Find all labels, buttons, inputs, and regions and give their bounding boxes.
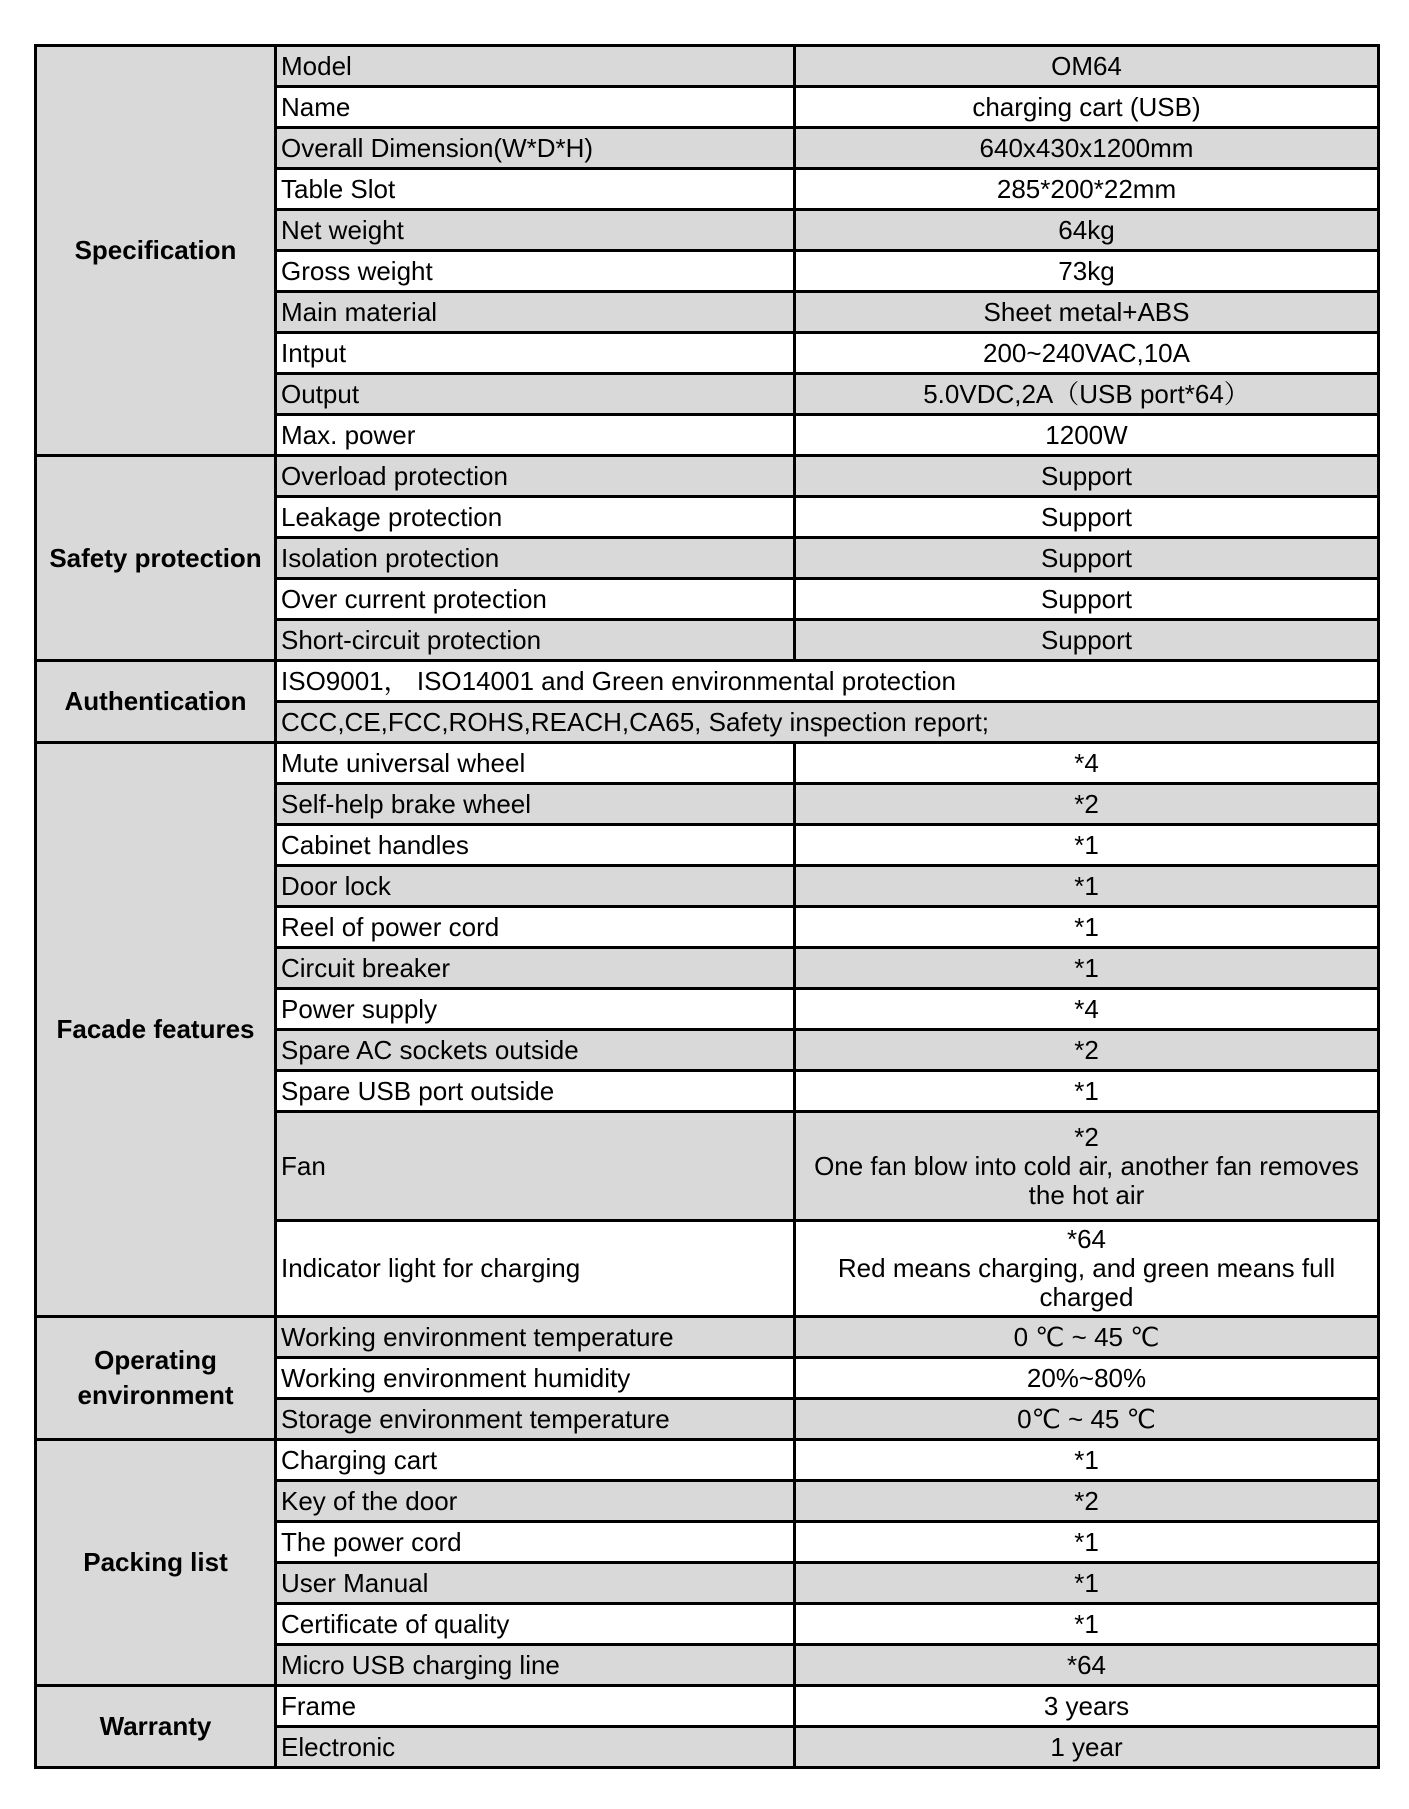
row-label: Fan (276, 1112, 795, 1221)
row-value (795, 1112, 1379, 1221)
row-value: 640x430x1200mm (795, 128, 1379, 169)
value-count: *64 (1066, 1224, 1107, 1254)
row-value: 1 year (795, 1727, 1379, 1768)
spec-table (34, 44, 1380, 1769)
row-value: Support (795, 456, 1379, 497)
row-value: Support (795, 497, 1379, 538)
row-label: Output (276, 374, 795, 415)
row-label: Short-circuit protection (276, 620, 795, 661)
row-value: 5.0VDC,2A（USB port*64） (795, 374, 1379, 415)
row-value: 20%~80% (795, 1358, 1379, 1399)
row-value: 73kg (795, 251, 1379, 292)
row-value: *1 (795, 1071, 1379, 1112)
table-row (36, 743, 1379, 784)
row-text: ISO9001， ISO14001 and Green environmental protection (276, 661, 1379, 702)
table-row (36, 1440, 1379, 1481)
section-label-operating-environment: Operating environment (36, 1317, 276, 1440)
row-value: *1 (795, 1604, 1379, 1645)
row-label: Name (276, 87, 795, 128)
section-label-warranty: Warranty (36, 1686, 276, 1768)
row-value: Sheet metal+ABS (795, 292, 1379, 333)
row-label: Main material (276, 292, 795, 333)
value-count: *2 (1074, 1121, 1099, 1152)
value-note: One fan blow into cold air, another fan removes the hot air (814, 1150, 1359, 1210)
row-value: 3 years (795, 1686, 1379, 1727)
table-row (36, 1317, 1379, 1358)
table-row (36, 1686, 1379, 1727)
row-label: Frame (276, 1686, 795, 1727)
row-value: *2 (795, 1030, 1379, 1071)
row-label: Charging cart (276, 1440, 795, 1481)
row-label: Reel of power cord (276, 907, 795, 948)
row-label: Max. power (276, 415, 795, 456)
row-label: Working environment temperature (276, 1317, 795, 1358)
table-row (36, 46, 1379, 87)
row-value: *1 (795, 1522, 1379, 1563)
row-label: Mute universal wheel (276, 743, 795, 784)
row-label: Power supply (276, 989, 795, 1030)
row-value: *2 (795, 1481, 1379, 1522)
table-row (36, 456, 1379, 497)
row-value: *4 (795, 989, 1379, 1030)
row-label: Micro USB charging line (276, 1645, 795, 1686)
row-label: Indicator light for charging (276, 1221, 795, 1317)
row-value: *1 (795, 866, 1379, 907)
row-value: *4 (795, 743, 1379, 784)
row-label: Cabinet handles (276, 825, 795, 866)
section-label-packing-list: Packing list (36, 1440, 276, 1686)
row-value: *1 (795, 907, 1379, 948)
row-value: 285*200*22mm (795, 169, 1379, 210)
row-value: 0 ℃ ~ 45 ℃ (795, 1317, 1379, 1358)
row-value: *64 (795, 1645, 1379, 1686)
row-value: Support (795, 579, 1379, 620)
table-row (36, 661, 1379, 702)
row-value: *1 (795, 825, 1379, 866)
row-label: Door lock (276, 866, 795, 907)
row-label: Isolation protection (276, 538, 795, 579)
row-label: Overall Dimension(W*D*H) (276, 128, 795, 169)
row-label: Overload protection (276, 456, 795, 497)
row-value (795, 1221, 1379, 1317)
row-value: *2 (795, 784, 1379, 825)
row-value: 0℃ ~ 45 ℃ (795, 1399, 1379, 1440)
row-value: *1 (795, 1440, 1379, 1481)
row-value: *1 (795, 1563, 1379, 1604)
row-label: Spare AC sockets outside (276, 1030, 795, 1071)
row-label: Electronic (276, 1727, 795, 1768)
row-label: Key of the door (276, 1481, 795, 1522)
row-label: Gross weight (276, 251, 795, 292)
row-label: Table Slot (276, 169, 795, 210)
row-label: Spare USB port outside (276, 1071, 795, 1112)
row-label: Working environment humidity (276, 1358, 795, 1399)
row-label: The power cord (276, 1522, 795, 1563)
row-text: CCC,CE,FCC,ROHS,REACH,CA65, Safety inspection report; (276, 702, 1379, 743)
row-value: OM64 (795, 46, 1379, 87)
row-label: Intput (276, 333, 795, 374)
row-value: 64kg (795, 210, 1379, 251)
value-note: Red means charging, and green means full charged (837, 1253, 1336, 1312)
section-label-facade-features: Facade features (36, 743, 276, 1317)
row-value: Support (795, 538, 1379, 579)
row-value: *1 (795, 948, 1379, 989)
row-label: Self-help brake wheel (276, 784, 795, 825)
row-label: Net weight (276, 210, 795, 251)
row-label: Storage environment temperature (276, 1399, 795, 1440)
row-label: User Manual (276, 1563, 795, 1604)
section-label-specification: Specification (36, 46, 276, 456)
row-label: Certificate of quality (276, 1604, 795, 1645)
row-value: Support (795, 620, 1379, 661)
row-value: charging cart (USB) (795, 87, 1379, 128)
section-label-authentication: Authentication (36, 661, 276, 743)
row-label: Over current protection (276, 579, 795, 620)
row-label: Circuit breaker (276, 948, 795, 989)
row-value: 200~240VAC,10A (795, 333, 1379, 374)
row-label: Model (276, 46, 795, 87)
section-label-safety-protection: Safety protection (36, 456, 276, 661)
row-label: Leakage protection (276, 497, 795, 538)
row-value: 1200W (795, 415, 1379, 456)
